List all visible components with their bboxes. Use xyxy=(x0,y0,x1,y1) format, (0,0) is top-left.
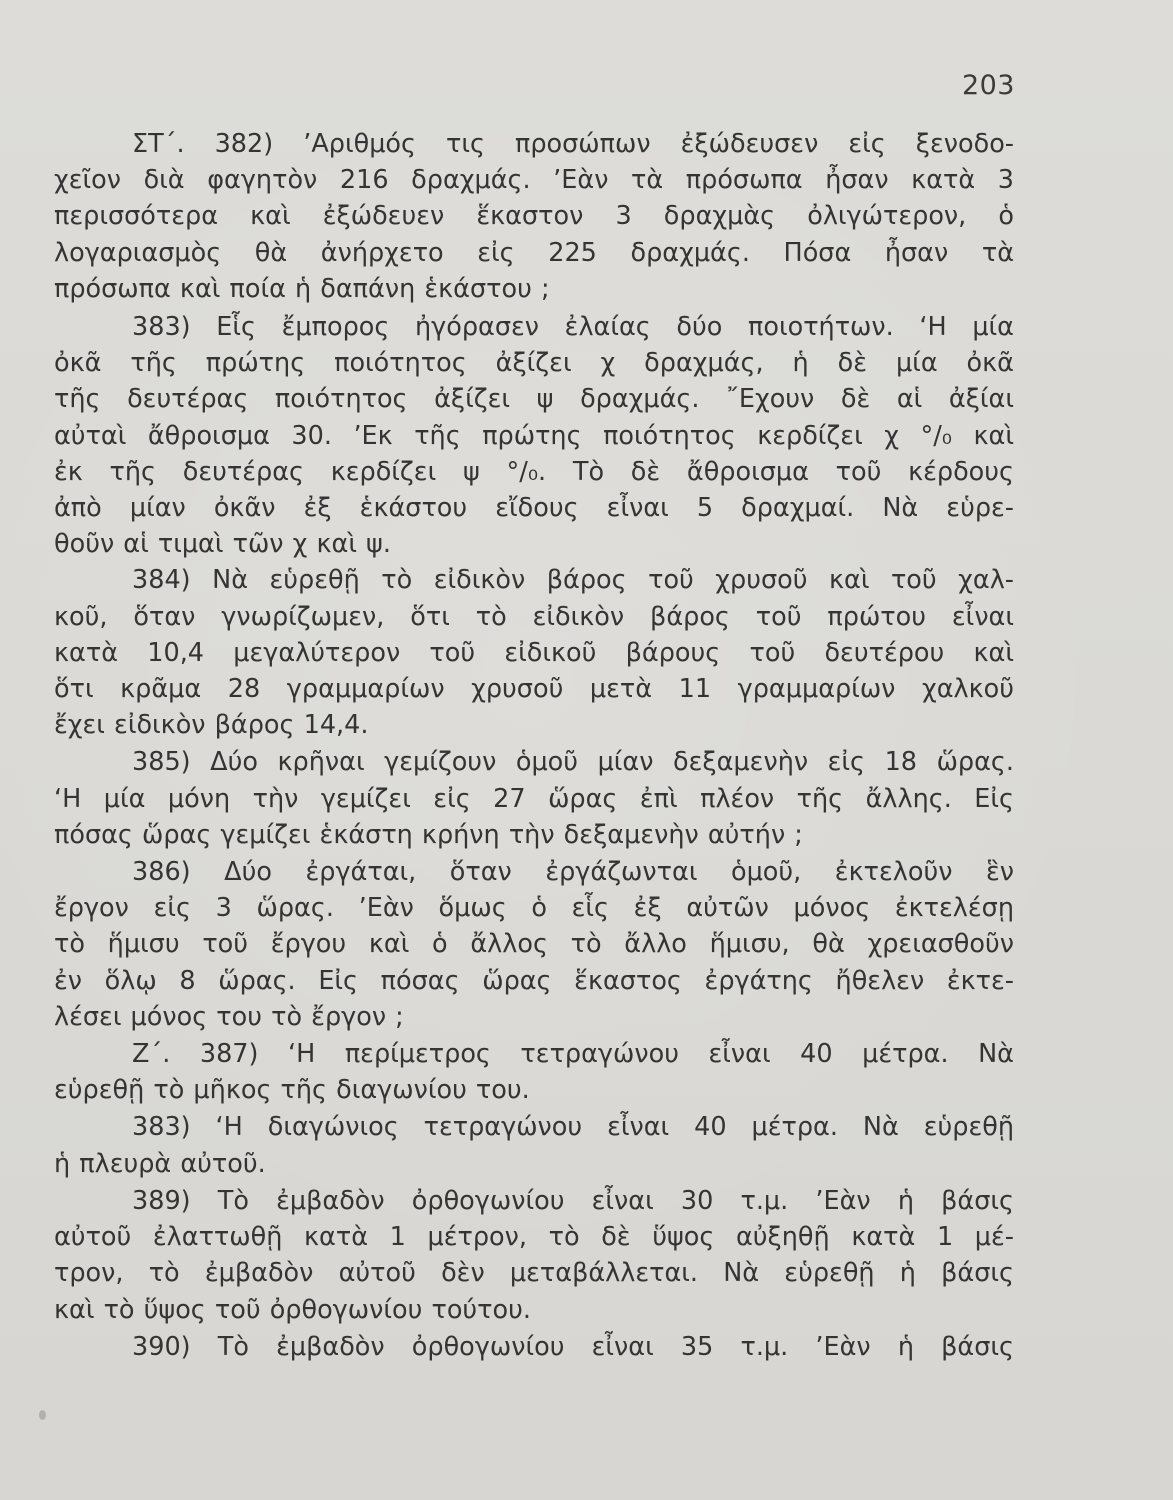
text-line: τὸ ἥμισυ τοῦ ἔργου καὶ ὁ ἄλλος τὸ ἄλλο ἥμισυ, θὰ χρειασθοῦν xyxy=(54,929,1014,960)
text-line: λογαριασμὸς θὰ ἀνήρχετο εἰς 225 δραχμάς. Πόσα ἦσαν τὰ xyxy=(54,237,1014,268)
paragraph-390 xyxy=(54,1329,1014,1365)
text-line: ἐκ τῆς δευτέρας κερδίζει ψ °/₀. Τὸ δὲ ἄθροισμα τοῦ κέρδους xyxy=(54,456,1014,487)
text-line: περισσότερα καὶ ἐξώδευεν ἕκαστον 3 δραχμὰς ὀλιγώτερον, ὁ xyxy=(54,201,1014,232)
text-line: αὐτοῦ ἐλαττωθῇ κατὰ 1 μέτρον, τὸ δὲ ὕψος αὐξηθῇ κατὰ 1 μέ- xyxy=(54,1222,1014,1253)
page-text xyxy=(54,126,1014,1365)
text-line: λέσει μόνος του τὸ ἔργον ; xyxy=(54,1001,404,1032)
text-line: ἀπὸ μίαν ὀκᾶν ἐξ ἑκάστου εἴδους εἶναι 5 δραχμαί. Νὰ εὑρε- xyxy=(54,493,1014,524)
text-line: 383) ‘Η διαγώνιος τετραγώνου εἶναι 40 μέτρα. Νὰ εὑρεθῇ xyxy=(132,1112,1014,1143)
paragraph-385 xyxy=(54,744,1014,853)
paragraph-z-387 xyxy=(54,1036,1014,1108)
text-line: ἔχει εἰδικὸν βάρος 14,4. xyxy=(54,710,369,741)
text-line: χεῖον διὰ φαγητὸν 216 δραχμάς. ’Εὰν τὰ πρόσωπα ἦσαν κατὰ 3 xyxy=(54,165,1014,196)
paragraph-st-382 xyxy=(54,126,1014,307)
text-line: 390) Τὸ ἐμβαδὸν ὀρθογωνίου εἶναι 35 τ.μ. ’Εὰν ἡ βάσις xyxy=(132,1331,1014,1362)
paragraph-386 xyxy=(54,854,1014,1035)
page-number: 203 xyxy=(961,70,1015,101)
text-line: πρόσωπα καὶ ποία ἡ δαπάνη ἑκάστου ; xyxy=(54,273,550,304)
text-line: ἔργον εἰς 3 ὥρας. ’Εὰν ὅμως ὁ εἷς ἐξ αὐτῶν μόνος ἐκτελέσῃ xyxy=(54,893,1014,924)
text-line: ΣΤ΄. 382) ’Αριθμός τις προσώπων ἐξώδευσεν εἰς ξενοδο- xyxy=(132,129,1014,159)
text-line: θοῦν αἱ τιμαὶ τῶν χ καὶ ψ. xyxy=(54,529,391,560)
text-line: ‘Η μία μόνη τὴν γεμίζει εἰς 27 ὥρας ἐπὶ πλέον τῆς ἄλλης. Εἰς xyxy=(54,783,1014,814)
text-line: κοῦ, ὅταν γνωρίζωμεν, ὅτι τὸ εἰδικὸν βάρος τοῦ πρώτου εἶναι xyxy=(54,601,1014,632)
text-line: 386) Δύο ἐργάται, ὅταν ἐργάζωνται ὁμοῦ, ἐκτελοῦν ἓν xyxy=(132,857,1014,888)
text-line: ἐν ὅλῳ 8 ὥρας. Εἰς πόσας ὥρας ἕκαστος ἐργάτης ἤθελεν ἐκτε- xyxy=(54,965,1014,996)
paragraph-384 xyxy=(54,562,1014,743)
text-line: ὀκᾶ τῆς πρώτης ποιότητος ἀξίζει χ δραχμάς, ἡ δὲ μία ὀκᾶ xyxy=(54,348,1014,379)
paragraph-388 xyxy=(54,1109,1014,1181)
paragraph-383 xyxy=(54,309,1014,562)
text-line: εὑρεθῇ τὸ μῆκος τῆς διαγωνίου του. xyxy=(54,1075,530,1106)
text-line: Ζ΄. 387) ‘Η περίμετρος τετραγώνου εἶναι 40 μέτρα. Νὰ xyxy=(132,1039,1014,1070)
text-line: κατὰ 10,4 μεγαλύτερον τοῦ εἰδικοῦ βάρους τοῦ δευτέρου καὶ xyxy=(54,637,1014,668)
text-line: ὅτι κρᾶμα 28 γραμμαρίων χρυσοῦ μετὰ 11 γραμμαρίων χαλκοῦ xyxy=(54,674,1014,705)
text-line: τῆς δευτέρας ποιότητος ἀξίζει ψ δραχμάς. ῎Εχουν δὲ αἱ ἀξίαι xyxy=(54,384,1014,415)
text-line: αὐταὶ ἄθροισμα 30. ’Εκ τῆς πρώτης ποιότητος κερδίζει χ °/₀ καὶ xyxy=(54,420,1014,451)
text-line: καὶ τὸ ὕψος τοῦ ὀρθογωνίου τούτου. xyxy=(54,1294,531,1325)
text-line: 389) Τὸ ἐμβαδὸν ὀρθογωνίου εἶναι 30 τ.μ. ’Εὰν ἡ βάσις xyxy=(132,1185,1014,1216)
text-line: 385) Δύο κρῆναι γεμίζουν ὁμοῦ μίαν δεξαμενὴν εἰς 18 ὥρας. xyxy=(132,747,1014,778)
text-line: 384) Νὰ εὑρεθῇ τὸ εἰδικὸν βάρος τοῦ χρυσοῦ καὶ τοῦ χαλ- xyxy=(132,565,1014,596)
paragraph-389 xyxy=(54,1183,1014,1328)
text-line: πόσας ὥρας γεμίζει ἑκάστη κρήνη τὴν δεξαμενὴν αὐτήν ; xyxy=(54,819,803,850)
paper-speck xyxy=(39,1410,46,1420)
text-line: τρον, τὸ ἐμβαδὸν αὐτοῦ δὲν μεταβάλλεται. Νὰ εὑρεθῇ ἡ βάσις xyxy=(54,1258,1014,1289)
text-line: ἡ πλευρὰ αὐτοῦ. xyxy=(54,1148,266,1179)
text-line: 383) Εἷς ἔμπορος ἠγόρασεν ἐλαίας δύο ποιοτήτων. ‘Η μία xyxy=(132,312,1014,343)
